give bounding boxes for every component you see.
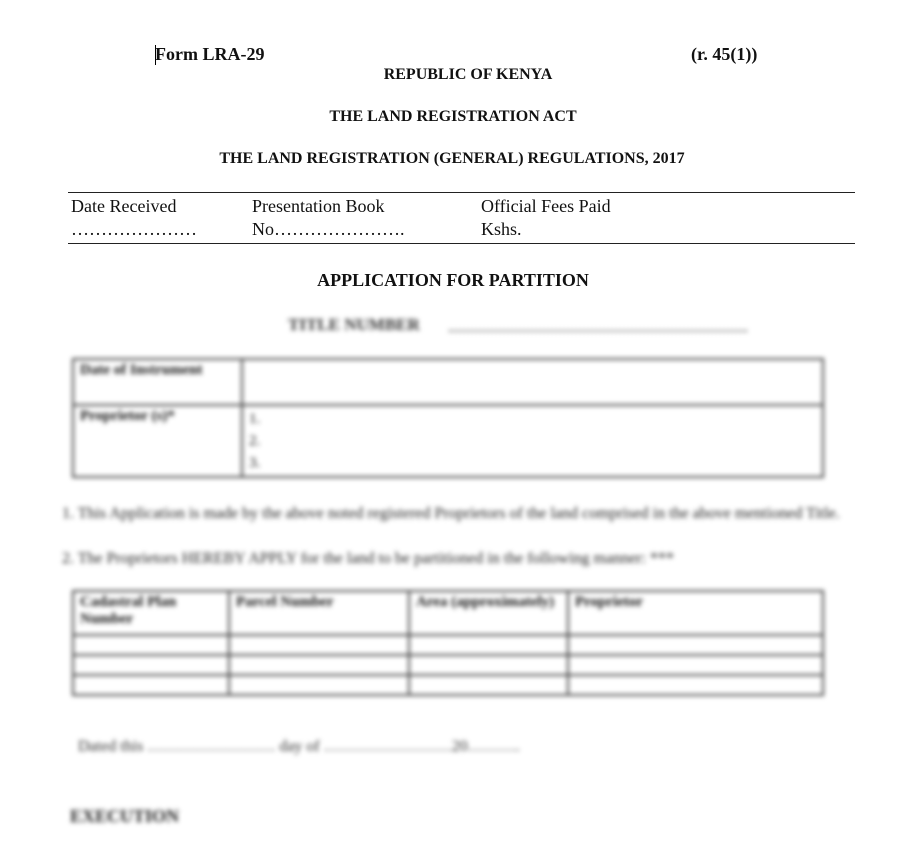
table-cell: [73, 675, 229, 695]
title-number-label: TITLE NUMBER: [288, 315, 420, 334]
table-cell: [568, 675, 823, 695]
list-item: 1.: [249, 411, 261, 427]
table-row: [73, 359, 823, 405]
office-use-top-rule: [68, 192, 855, 193]
execution-heading: EXECUTION: [70, 806, 180, 826]
dated-line: Dated this …………………… day of ……………………20……….: [78, 738, 520, 755]
column-header: Area (approximately): [409, 591, 568, 635]
table-cell: [229, 655, 409, 675]
form-number: Form LRA-29: [155, 44, 265, 64]
table-row: [73, 635, 823, 655]
list-item: 3.: [249, 455, 261, 471]
partition-table: [72, 590, 824, 696]
table-cell: [229, 635, 409, 655]
official-fees-value: Kshs.: [481, 219, 522, 239]
table-row: [73, 655, 823, 675]
table-cell: [409, 635, 568, 655]
presentation-book-label: Presentation Book: [252, 196, 385, 216]
table-cell: [409, 675, 568, 695]
table-cell: [568, 635, 823, 655]
table-row: [73, 675, 823, 695]
table-header-row: [73, 591, 823, 635]
republic-heading: REPUBLIC OF KENYA: [383, 66, 553, 83]
official-fees-cell: [481, 195, 611, 241]
rule-reference: (r. 45(1)): [691, 44, 758, 64]
column-header: Cadastral Plan Number: [73, 591, 229, 635]
table-row: [73, 405, 823, 477]
column-header: Proprietor: [568, 591, 823, 635]
paragraph-1: 1. This Application is made by the above noted registered Proprietors of the land comprised in the above mentioned Title.: [62, 505, 840, 522]
proprietor-label: Proprietor (s)*: [73, 405, 242, 477]
table-cell: [73, 655, 229, 675]
table-cell: [73, 635, 229, 655]
office-use-bottom-rule: [68, 243, 855, 244]
instrument-table: [72, 358, 824, 478]
column-header: Parcel Number: [229, 591, 409, 635]
official-fees-label: Official Fees Paid: [481, 196, 611, 216]
presentation-book-value: No………………….: [252, 219, 405, 239]
list-item: 2.: [249, 433, 261, 449]
table-cell: [568, 655, 823, 675]
application-title: APPLICATION FOR PARTITION: [317, 270, 589, 290]
proprietor-list: [242, 405, 823, 477]
date-received-label: Date Received: [71, 196, 177, 216]
paragraph-2: 2. The Proprietors HEREBY APPLY for the land to be partitioned in the following manner: ***: [62, 550, 674, 567]
regulations-heading: THE LAND REGISTRATION (GENERAL) REGULATIONS, 2017: [219, 150, 685, 167]
act-heading: THE LAND REGISTRATION ACT: [329, 108, 577, 125]
table-cell: [229, 675, 409, 695]
title-number-field: [449, 330, 747, 332]
date-of-instrument-label: Date of Instrument: [73, 359, 242, 405]
date-received-value: …………………: [71, 219, 197, 239]
table-cell: [409, 655, 568, 675]
presentation-book-cell: [252, 195, 405, 241]
date-of-instrument-value: [242, 359, 823, 405]
date-received-cell: [71, 195, 197, 241]
